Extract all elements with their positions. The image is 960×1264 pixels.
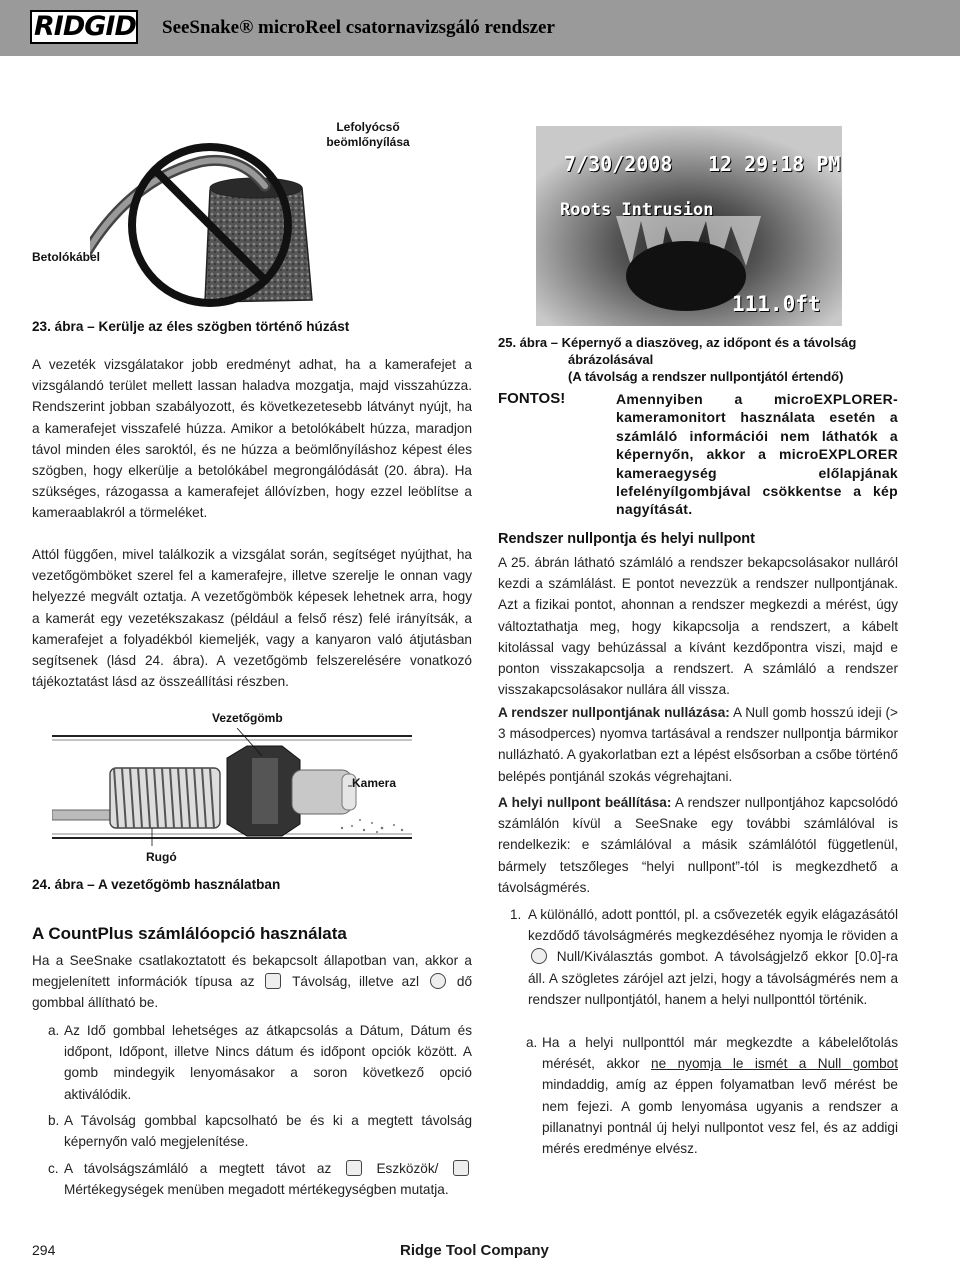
ridgid-logo — [30, 10, 138, 44]
nullpoint-para-2 — [498, 702, 898, 787]
list-item-text — [528, 904, 898, 1010]
fig24-label-spring: Rugó — [146, 850, 177, 864]
countplus-intro-b: Távolság, illetve azl — [292, 974, 420, 990]
distance-button-icon — [265, 973, 281, 989]
fig24-label-guide: Vezetőgömb — [212, 711, 283, 725]
list-marker: 1. — [510, 907, 522, 922]
countplus-intro — [32, 950, 472, 1014]
left-paragraph-2: Attól függően, mivel találkozik a vizsgálat során, segítséget nyújthat, ha vezetőgömböket szerel fel a kamerafejre, illetve szerelje le onnan vagy helyezzé megvált oztatja. A vezetőgömbök képesek lehetnek arra, hogy a kamerát egy vezetékszakasz (például a felső rész) felé irányítsák, a kamerafejet a folyadékból kiemeljék, vagy a kanyaron való átjutásban segítsenek (lásd 24. ábra). A vezetőgömb felszerelésére vonatkozó tájékoztatást lásd az összeállítási részben. — [32, 547, 472, 690]
fig25-caption-line1: 25. ábra – Képernyő a diaszöveg, az időpont és a távolság — [498, 335, 857, 350]
nullpoint-para-2-text: A Null gomb hosszú ideji (> 3 másodperces) nyomva tartásával a rendszer nullpontja bármikor nullázható. A gyakorlatban ezt a lépést elsősorban a csőbe történő belépés pontjánál szokás végrehajtani. — [498, 705, 898, 784]
nullpoint-para-2-bold: A rendszer nullpontjának nullázása: — [498, 705, 730, 720]
nullpoint-para-3-bold: A helyi nullpont beállítása: — [498, 795, 672, 810]
photo-date: 7/30/2008 — [564, 152, 673, 176]
sub-a-text-a: Ha a helyi nullponttól már megkezdte a kábelelőtolás mérését, akkor — [542, 1035, 898, 1072]
nullpoint-para-3 — [498, 792, 898, 898]
fig25-caption-line3: (A távolság a rendszer nullpontjától értendő) — [568, 369, 844, 384]
sub-a-text-b: mindaddig, amíg az éppen folyamatban levő mérést be nem fejezi. A gomb lenyomása ugyanis a rendszer a pillanatnyi pontnál új helyi nullpontot vesz fel, és az addigi mérés eredménye elvész. — [542, 1077, 898, 1157]
fontos-text: Amennyiben a microEXPLORER-kameramonitort használata esetén a számláló információi nem láthatók a képernyőn, akkor a microEXPLORER kameraegység előlapjának lefelényílgombjával csökkentse a kép nagyítását. — [616, 391, 898, 518]
list-item-text: A Távolság gombbal kapcsolható be és ki a megtett távolság képernyőn való megjelenítése. — [64, 1113, 472, 1150]
fig24-illustration — [52, 728, 412, 878]
photo-title: Roots Intrusion — [560, 200, 714, 220]
logo-text: RIDGID — [34, 11, 136, 42]
sub-a-underline: ne nyomja le ismét a Null gombot — [651, 1056, 899, 1072]
fig23-label-drain: Lefolyócső beömlőnyílása — [326, 120, 410, 149]
null-select-button-icon — [531, 948, 547, 964]
header-title: SeeSnake® microReel csatornavizsgáló rendszer — [162, 17, 555, 38]
item-c-text-c: Mértékegységek menüben megadott mértékegységben mutatja. — [64, 1182, 449, 1198]
page-header — [0, 0, 960, 56]
time-button-icon — [430, 973, 446, 989]
photo-time: 12 29:18 PM — [708, 152, 841, 176]
page-number: 294 — [32, 1242, 56, 1258]
photo-distance: 111.0ft — [732, 292, 821, 316]
list-marker: a. — [526, 1035, 538, 1050]
fig24-caption: 24. ábra – A vezetőgömb használatban — [32, 877, 281, 892]
fig23-caption: 23. ábra – Kerülje az éles szögben történő húzást — [32, 319, 350, 334]
countplus-intro-c: dő gombbal állítható be. — [32, 974, 473, 1011]
nullpoint-heading: Rendszer nullpontja és helyi nullpont — [498, 531, 755, 547]
fig25-caption-line2: ábrázolásával — [568, 352, 654, 367]
item-c-text-a: A távolságszámláló a megtett távot az — [64, 1161, 332, 1176]
list-item-text — [542, 1032, 898, 1159]
list-marker: c. — [48, 1161, 59, 1176]
item-1-text-a: A különálló, adott ponttól, pl. a csővezeték egyik elágazásától kezdődő távolságmérés megkezdéséhez nyomja le röviden a — [528, 907, 898, 944]
countplus-heading: A CountPlus számlálóopció használata — [32, 924, 347, 943]
fig23-illustration — [90, 140, 330, 310]
nullpoint-para-3-text: A rendszer nullpontjához kapcsolódó számlálón kívül a SeeSnake egy további számlálóval is rendelkezik: e számlálóval a másik számlálótól függetlenül, bármely tetszőleges “helyi nullpont”-tól is megkezdhető a távolságmérés. — [498, 795, 898, 895]
footer-company: Ridge Tool Company — [400, 1242, 549, 1259]
fig24-label-camera: Kamera — [352, 776, 397, 790]
list-item-text — [64, 1158, 472, 1200]
fig25-caption — [498, 334, 928, 385]
fontos-label: FONTOS! — [498, 390, 566, 407]
left-paragraph-1: A vezeték vizsgálatakor jobb eredményt adhat, ha a kamerafejet a vizsgálandó terület mellett lassan haladva mozgatja, majd visszahúzza. Rendszerint jobban szabályozott, és következetesebb látványt nyújt, ha a kamerafejet visszafelé húzza. Amikor a betolókábelt húzza, maradjon távol minden éles saroktól, és ne húzza a beömlőnyíláshoz képest éles szögben, hogy elkerülje a betolókábel megrongálódását (20. ábra). Ha szükséges, rázogassa a kamerafejet állóvízben, hogy ezzel leöblítse a kameraablakról a törmeléket. — [32, 357, 472, 521]
list-marker: a. — [48, 1023, 60, 1038]
nullpoint-para-1: A 25. ábrán látható számláló a rendszer bekapcsolásakor nulláról kezdi a számlálást. E pontot nevezzük a rendszer nullpontjának. Azt a fizikai pontot, ahonnan a rendszer megkezdi a mérést, úgy változtathatja meg, hogy kikapcsolja a rendszert, a kábelt kitolással vagy behúzással a kívánt kezdőpontra viszi, majd e ponton visszakapcsolja a rendszert. A számláló a rendszer visszakapcsolásakor nullára áll vissza. — [498, 555, 898, 698]
list-item-text: Az Idő gombbal lehetséges az átkapcsolás a Dátum, Dátum és időpont, Időpont, illetve Nincs dátum és időpont opciók között. A gomb mindegyik lenyomásakor a soron következő opció aktiválódik. — [64, 1023, 472, 1102]
fig25-photo — [536, 126, 842, 326]
countplus-intro-a: Ha a SeeSnake csatlakoztatott és bekapcsolt állapotban van, akkor a megjelenített információk típusa az — [32, 953, 472, 990]
list-marker: b. — [48, 1113, 60, 1128]
item-c-text-b: Eszközök/ — [376, 1161, 439, 1176]
item-1-text-b: Null/Kiválasztás gombot. A távolságjelző ekkor [0.0]-ra áll. A szögletes zárójel azt jelzi, hogy a távolságmérés nem a rendszer nullpontjától, hanem a helyi nullponttól történik. — [528, 949, 898, 1007]
fig23-label-cable: Betolókábel — [32, 250, 101, 264]
tools-icon — [346, 1160, 362, 1176]
units-icon — [453, 1160, 469, 1176]
